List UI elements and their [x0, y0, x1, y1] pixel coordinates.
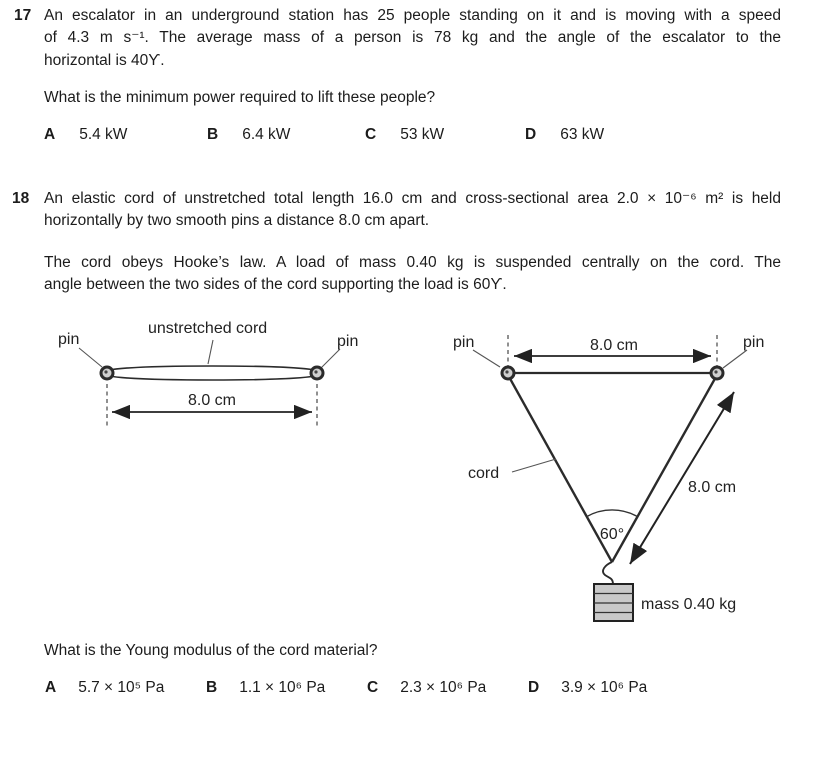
cord-label: cord	[468, 465, 500, 482]
option-letter: C	[365, 126, 377, 143]
option-letter: C	[367, 679, 379, 696]
unstretched-cord-shape	[101, 366, 324, 380]
left-diagram	[58, 320, 358, 428]
right-diagram	[453, 334, 764, 621]
question-18-number: 18	[12, 190, 30, 207]
cord-right-side	[612, 375, 717, 562]
q18-p1-line-1: An elastic cord of unstretched total length 16.0 cm and cross-sectional area 2.0 × 10⁻⁶ m² is held	[44, 190, 781, 207]
option-letter: A	[44, 126, 56, 143]
q18-option-d	[528, 678, 647, 698]
option-value: 5.7 × 10⁵ Pa	[78, 679, 165, 696]
q17-line-1: An escalator in an underground station has 25 people standing on it and is moving with a speed	[44, 7, 781, 24]
q17-option-b	[207, 125, 290, 145]
option-value: 2.3 × 10⁶ Pa	[400, 679, 487, 696]
option-value: 5.4 kW	[79, 126, 128, 143]
option-letter: D	[528, 679, 540, 696]
q18-diagrams	[0, 310, 824, 645]
option-letter: B	[206, 679, 218, 696]
question-18-text-2	[44, 252, 781, 297]
option-value: 1.1 × 10⁶ Pa	[239, 679, 326, 696]
q17-line-2: of 4.3 m s⁻¹. The average mass of a person is 78 kg and the angle of the escalator to the	[44, 29, 781, 47]
q17-options-row	[0, 125, 824, 147]
mass-label: mass 0.40 kg	[641, 596, 737, 613]
q17-option-c	[365, 125, 444, 145]
leader-line	[321, 349, 340, 368]
q18-question: What is the Young modulus of the cord material?	[44, 642, 378, 659]
question-17-number: 17	[14, 7, 32, 24]
question-17-text	[44, 5, 781, 72]
pin-label-right: pin	[743, 334, 765, 351]
q18-option-c	[367, 678, 486, 698]
option-letter: D	[525, 126, 537, 143]
leader-line	[208, 340, 213, 364]
leader-line	[512, 459, 556, 472]
option-value: 63 kW	[560, 126, 605, 143]
hook-icon	[603, 562, 613, 584]
leader-line	[79, 348, 102, 367]
option-letter: A	[45, 679, 57, 696]
option-letter: B	[207, 126, 219, 143]
side-dimension-arrow	[630, 392, 737, 564]
pin-label-left: pin	[58, 331, 80, 348]
q18-p2-line-1: The cord obeys Hooke’s law. A load of mass 0.40 kg is suspended centrally on the cord. The	[44, 254, 781, 271]
q18-option-a	[45, 678, 164, 698]
option-value: 3.9 × 10⁶ Pa	[561, 679, 648, 696]
q17-question: What is the minimum power required to lift these people?	[44, 89, 436, 106]
pin-center-dot	[104, 370, 107, 373]
side-dim-label: 8.0 cm	[688, 479, 737, 496]
option-value: 6.4 kW	[242, 126, 291, 143]
top-dim-label: 8.0 cm	[589, 337, 639, 354]
pin-center-dot	[714, 370, 717, 373]
q18-p1-line-2: horizontally by two smooth pins a distance 8.0 cm apart.	[44, 212, 430, 230]
pin-center-dot	[314, 370, 317, 373]
q17-line-3: horizontal is 40ϒ.	[44, 51, 165, 69]
leader-line	[473, 350, 500, 367]
q18-options-row	[0, 678, 824, 700]
question-18-text-1	[44, 188, 781, 233]
pin-label-right: pin	[337, 333, 359, 350]
q17-option-d	[525, 125, 604, 145]
pin-center-dot	[505, 370, 508, 373]
pin-label-left: pin	[453, 334, 475, 351]
leader-line	[723, 350, 747, 368]
angle-arc	[587, 510, 638, 517]
unstretched-cord-label: unstretched cord	[148, 320, 268, 337]
option-value: 53 kW	[400, 126, 445, 143]
q18-p2-line-2: angle between the two sides of the cord supporting the load is 60ϒ.	[44, 276, 507, 294]
q17-option-a	[44, 125, 127, 145]
angle-label: 60°	[599, 526, 625, 543]
q18-option-b	[206, 678, 325, 698]
width-dim-label: 8.0 cm	[187, 392, 237, 409]
